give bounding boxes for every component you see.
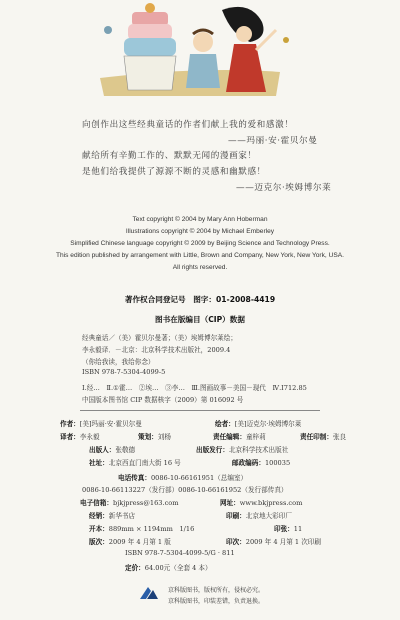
footer-warning-2: 京科版图书，印装差错，负责退换。: [168, 598, 265, 605]
credit-translator: 译者：李永毅: [60, 433, 100, 441]
credit-publisher: 出版发行：北京科学技术出版社: [196, 446, 289, 454]
credit-impression: 印次：2009 年 4 月第 1 次印刷: [226, 538, 321, 546]
dedication-line-1: 向创作出这些经典童话的作者们献上我的爱和感激！: [82, 120, 294, 130]
dedication-signature-2: ——迈克尔·埃姆博尔莱: [236, 183, 332, 193]
credit-postcode: 邮政编码：100035: [232, 459, 291, 467]
copyright-text: Text copyright © 2004 by Mary Ann Hoberman: [132, 216, 268, 223]
publisher-logo-icon: [138, 583, 160, 603]
cip-line: 经典童话／（美）霍贝尔曼著；（美）埃姆博尔莱绘；: [82, 334, 237, 342]
cip-line: 李永毅译．－北京：北京科学技术出版社，2009.4: [82, 346, 231, 354]
credit-address: 社址：北京西直门南大街 16 号: [89, 459, 181, 467]
credit-author: 作者：[美]玛丽·安·霍贝尔曼: [60, 420, 142, 428]
credit-price: 定价：64.00元（全套 4 本）: [125, 564, 212, 572]
copyright-illustrations: Illustrations copyright © 2004 by Michael Emberley: [125, 228, 275, 235]
credit-email: 电子信箱：bjkjpress@163.com: [80, 499, 179, 507]
cip-line: Ⅰ.经… Ⅱ.①霍… ②埃… ③李… Ⅲ.图画故事－美国－现代 Ⅳ.I712.85: [82, 384, 307, 392]
cover-illustration: [0, 0, 400, 98]
credit-web: 网址：www.bkjpress.com: [220, 499, 303, 507]
credit-distributor: 经销：新华书店: [89, 512, 136, 520]
credit-artist: 绘者：[美]迈克尔·埃姆博尔莱: [215, 420, 302, 428]
credit-phone-line-2: 0086-10-66113227（发行部）0086-10-66161952（发行部传真）: [82, 486, 288, 494]
credit-phone: 电话传真：0086-10-66161951（总编室）: [118, 474, 248, 482]
copyright-edition: This edition published by arrangement with Little, Brown and Company, New York, New York, USA.: [56, 252, 344, 259]
decoration-dot: [283, 37, 289, 43]
credit-print: 印刷：北京地大彩印厂: [226, 512, 292, 520]
decoration-dot: [104, 26, 112, 34]
credit-publisher-rep: 出版人：张敬德: [89, 446, 136, 454]
dedication-line-2: 献给所有辛勤工作的、默默无闻的漫画家！: [82, 151, 257, 161]
footer-warning-1: 京科版图书，版权所有，侵权必究。: [168, 587, 265, 594]
boy-figure: [186, 30, 220, 88]
credit-edition: 版次：2009 年 4 月第 1 版: [89, 538, 171, 546]
credit-planner: 策划：刘杨: [138, 433, 171, 441]
credit-editor: 责任编辑：童梓莉: [213, 433, 266, 441]
dedication-line-3: 是他们给我提供了源源不断的灵感和幽默感！: [82, 167, 266, 177]
copyright-rights: All rights reserved.: [172, 264, 228, 271]
dedication-signature-1: ——玛丽·安·霍贝尔曼: [228, 136, 318, 146]
credit-printer: 责任印制：张良: [300, 433, 347, 441]
copyright-simplified: Simplified Chinese language copyright © 2009 by Beijing Science and Technology Press.: [70, 240, 330, 247]
divider: [80, 410, 320, 411]
girl-with-cake-figure: [124, 3, 176, 90]
cip-heading: 图书在版编目（CIP）数据: [155, 315, 245, 324]
cip-line: ISBN 978-7-5304-4099-5: [82, 368, 166, 376]
credit-format: 开本：889mm × 1194mm 1/16: [89, 525, 195, 533]
registration-number: 著作权合同登记号 图字：01-2008-4419: [124, 295, 276, 304]
credit-sheets: 印张：11: [274, 525, 303, 533]
credit-isbn: ISBN 978-7-5304-4099-5/G · 811: [125, 549, 235, 557]
cip-line: 中国版本图书馆 CIP 数据核字（2009）第 016092 号: [82, 396, 244, 404]
cip-line: （你给我读，我给你念）: [82, 358, 155, 366]
